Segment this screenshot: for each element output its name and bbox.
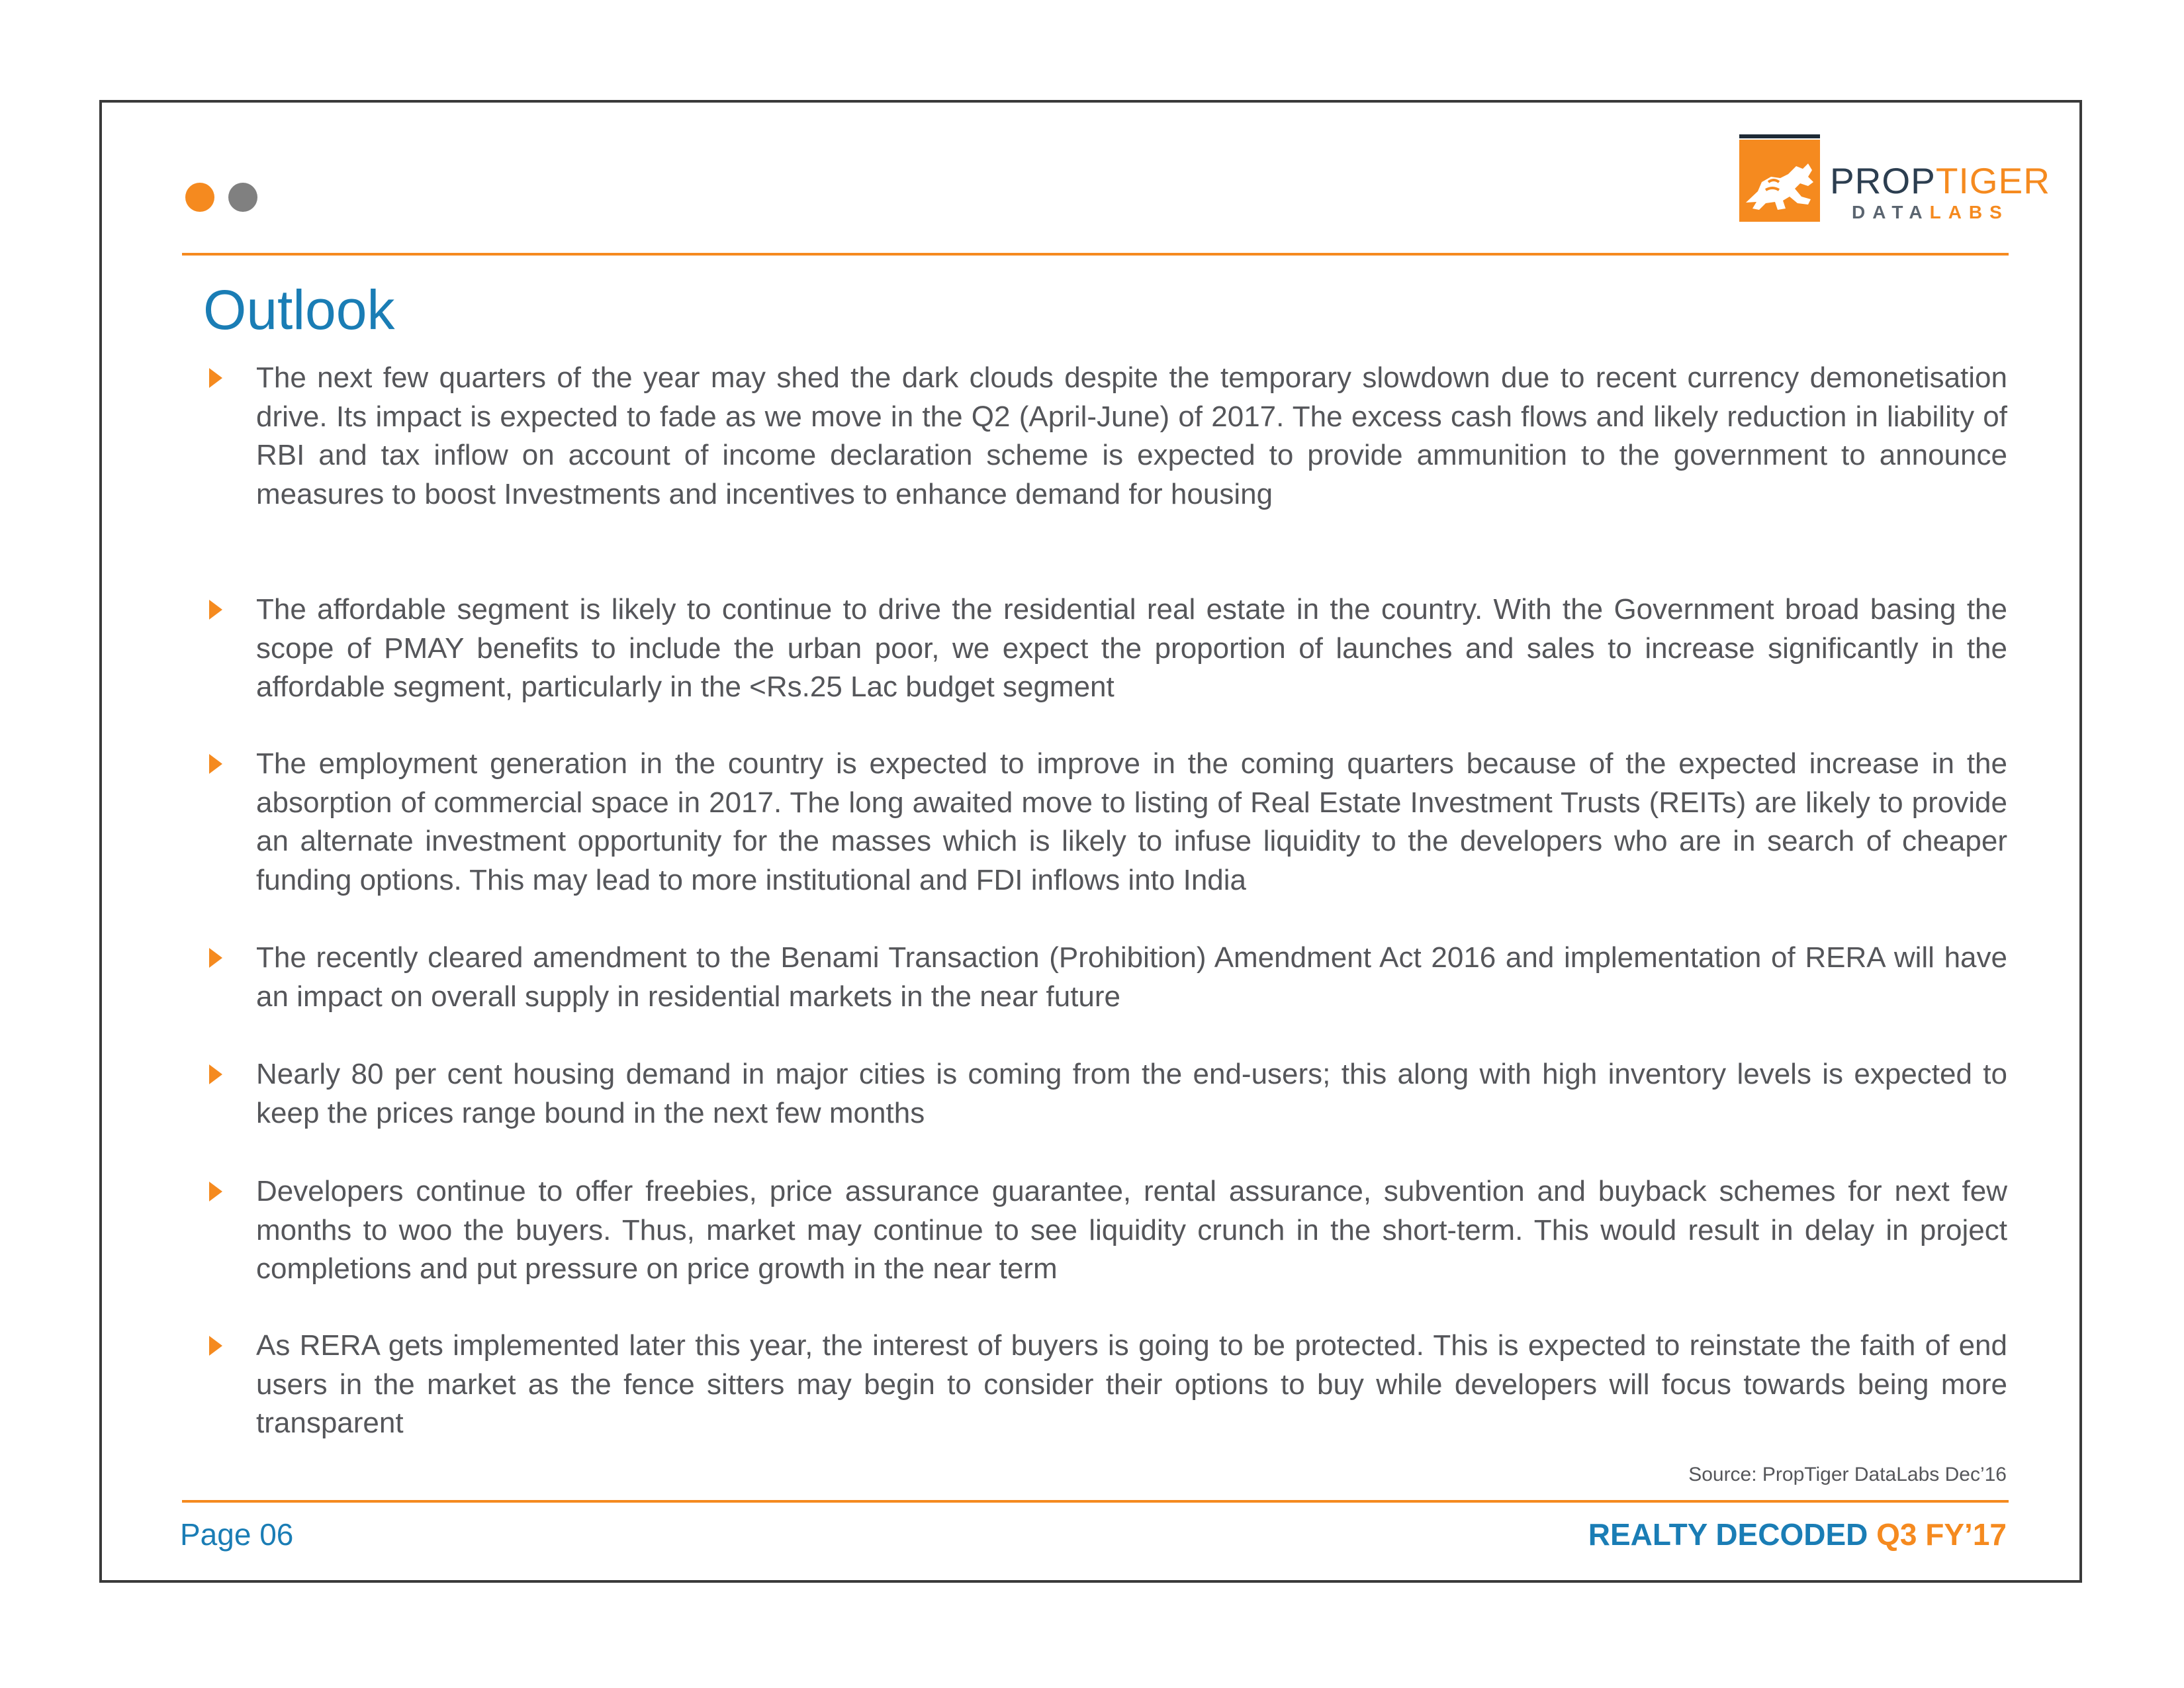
footer-title-main: REALTY DECODED [1588, 1517, 1868, 1552]
logo-sub-data: DATA [1852, 202, 1930, 222]
bullet-text: The next few quarters of the year may shed the dark clouds despite the temporary slowdown due to recent currency demonetisation drive. Its impact is expected to fade as we move in the Q2 (April-June) of 2017. The excess cash flows and likely reduction in liability of RBI and tax inflow on account of income declaration scheme is expected to provide ammunition to the government to announce measures to boost Investments and incentives to enhance demand for housing [256, 361, 2007, 510]
triangle-bullet-icon [209, 948, 222, 968]
footer-title-period: Q3 FY’17 [1876, 1517, 2007, 1552]
page-number: Page 06 [180, 1517, 294, 1552]
proptiger-logo [1739, 134, 2050, 222]
bullet-text: Nearly 80 per cent housing demand in major cities is coming from the end-users; this along with high inventory levels is expected to keep the prices range bound in the next few months [256, 1058, 2007, 1129]
tiger-icon [1739, 140, 1820, 222]
triangle-bullet-icon [209, 368, 222, 388]
bullet-text: As RERA gets implemented later this year, the interest of buyers is going to be protected. This is expected to reinstate the faith of end users in the market as the fence sitters may begin to consider their options to buy while developers will focus towards being more transparent [256, 1329, 2007, 1439]
triangle-bullet-icon [209, 1182, 222, 1201]
triangle-bullet-icon [209, 754, 222, 774]
triangle-bullet-icon [209, 600, 222, 620]
logo-name-prop: PROP [1830, 160, 1936, 201]
logo-subtitle [1852, 203, 2009, 222]
logo-name-tiger: TIGER [1935, 160, 2050, 201]
source-note: Source: PropTiger DataLabs Dec’16 [1688, 1464, 2007, 1485]
footer-divider [182, 1500, 2009, 1503]
header-divider [182, 253, 2009, 256]
page-title: Outlook [203, 279, 395, 341]
logo-wordmark [1830, 161, 2050, 201]
grey-dot-icon [228, 183, 257, 212]
bullet-text: Developers continue to offer freebies, price assurance guarantee, rental assurance, subvention and buyback schemes for next few months to woo the buyers. Thus, market may continue to see liquidity crunch in the short-term. This would result in delay in project completions and put pressure on price growth in the near term [256, 1175, 2007, 1285]
orange-dot-icon [185, 183, 214, 212]
triangle-bullet-icon [209, 1336, 222, 1356]
bullet-text: The affordable segment is likely to continue to drive the residential real estate in the country. With the Government broad basing the scope of PMAY benefits to include the urban poor, we expect the proportion of launches and sales to increase significantly in the affordable segment, particularly in the <Rs.25 Lac budget segment [256, 593, 2007, 703]
bullet-text: The recently cleared amendment to the Benami Transaction (Prohibition) Amendment Act 2016 and implementation of RERA will have an impact on overall supply in residential markets in the near future [256, 941, 2007, 1013]
bullet-text: The employment generation in the country is expected to improve in the coming quarters because of the expected increase in the absorption of commercial space in 2017. The long awaited move to listing of Real Estate Investment Trusts (REITs) are likely to provide an alternate investment opportunity for the masses which is likely to infuse liquidity to the developers who are in search of cheaper funding options. This may lead to more institutional and FDI inflows into India [256, 747, 2007, 896]
logo-sub-labs: LABS [1929, 202, 2009, 222]
logo-bar [1739, 134, 1820, 138]
triangle-bullet-icon [209, 1064, 222, 1084]
footer-report-title [1588, 1516, 2007, 1553]
